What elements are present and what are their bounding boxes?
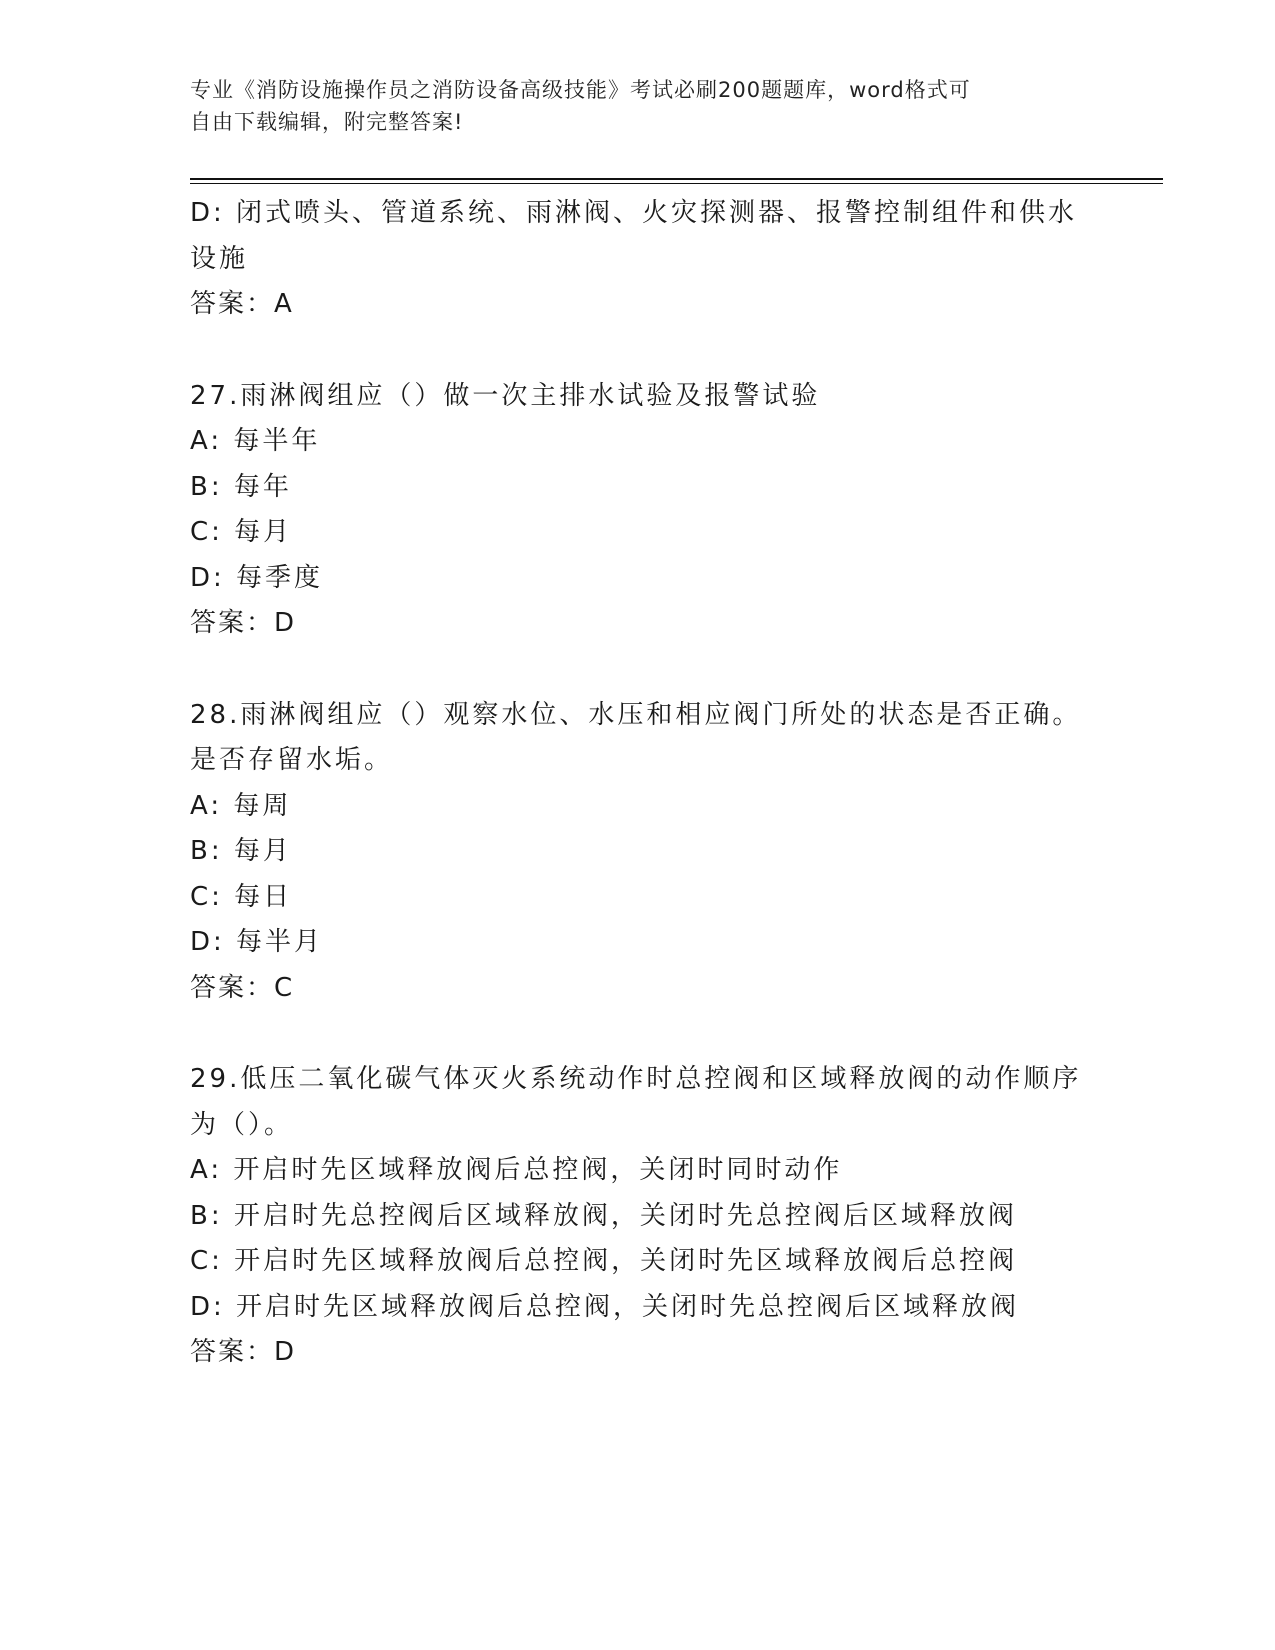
question-list [190, 191, 1090, 1376]
question-stem: 28.雨淋阀组应（）观察水位、水压和相应阀门所处的状态是否正确。 [190, 699, 1082, 730]
question-stem-cont: 是否存留水垢。 [190, 745, 394, 775]
spacer [190, 1011, 1090, 1057]
question-27 [190, 374, 1090, 647]
option-b: B: 开启时先总控阀后区域释放阀，关闭时先总控阀后区域释放阀 [190, 1200, 1017, 1231]
option-a: A: 开启时先区域释放阀后总控阀，关闭时同时动作 [190, 1155, 843, 1185]
header-rule-thin [190, 183, 1163, 184]
question-28 [190, 693, 1090, 1012]
option-d-line-1: D: 闭式喷头、管道系统、雨淋阀、火灾探测器、报警控制组件和供水 [190, 198, 1078, 228]
option-a: A: 每周 [190, 790, 292, 821]
option-d: D: 每季度 [190, 562, 324, 593]
header-rule-thick [190, 178, 1163, 180]
option-c: C: 开启时先区域释放阀后总控阀，关闭时先区域释放阀后总控阀 [190, 1246, 1018, 1276]
spacer [190, 328, 1090, 374]
header-line-1: 专业《消防设施操作员之消防设备高级技能》考试必刷200题题库，word格式可 [190, 78, 971, 102]
option-b: B: 每年 [190, 471, 292, 502]
question-stem: 27.雨淋阀组应（）做一次主排水试验及报警试验 [190, 380, 821, 411]
answer-line: 答案：D [190, 608, 297, 638]
option-b: B: 每月 [190, 836, 292, 866]
answer-line: 答案：A [190, 289, 294, 319]
answer-line: 答案：D [190, 1337, 297, 1367]
spacer [190, 647, 1090, 693]
page-header [190, 74, 1090, 138]
answer-line: 答案：C [190, 972, 295, 1003]
question-stem: 29.低压二氧化碳气体灭火系统动作时总控阀和区域释放阀的动作顺序 [190, 1064, 1082, 1094]
question-29 [190, 1057, 1090, 1376]
option-d: D: 每半月 [190, 927, 324, 957]
question-carryover [190, 191, 1090, 328]
option-d: D: 开启时先区域释放阀后总控阀，关闭时先总控阀后区域释放阀 [190, 1291, 1020, 1322]
option-c: C: 每月 [190, 517, 293, 547]
option-c: C: 每日 [190, 881, 293, 912]
question-stem-cont: 为（）。 [190, 1109, 294, 1140]
option-d-line-2: 设施 [190, 243, 249, 274]
header-line-2: 自由下载编辑，附完整答案! [190, 110, 464, 134]
option-a: A: 每半年 [190, 426, 321, 456]
